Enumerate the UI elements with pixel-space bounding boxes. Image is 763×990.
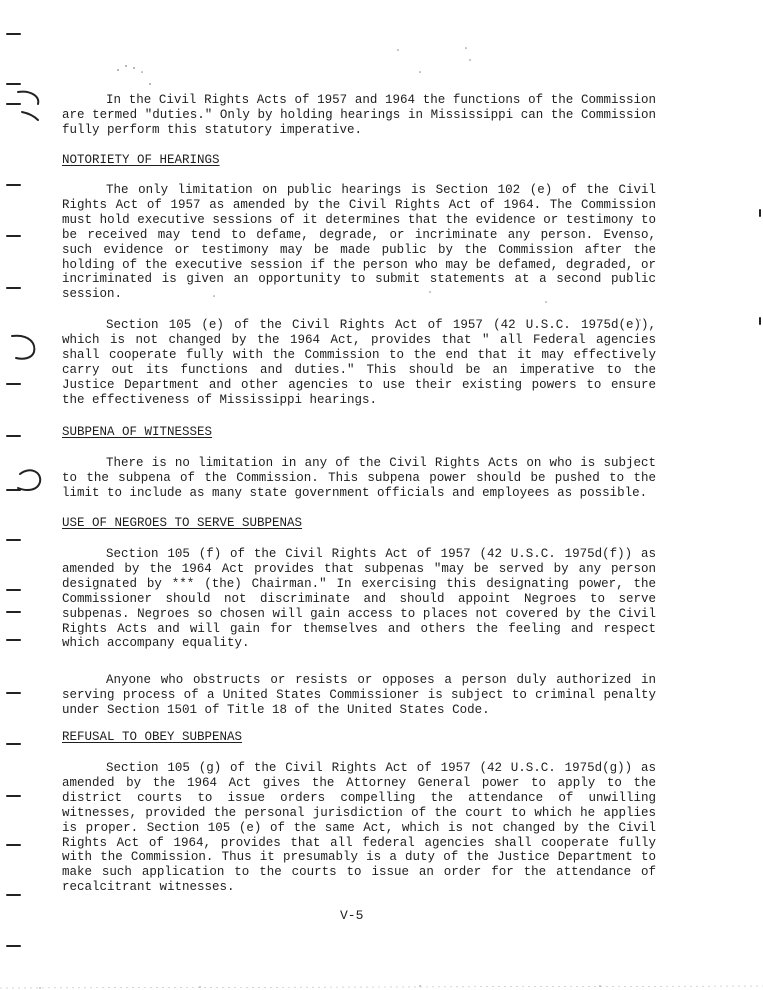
heading-subpena-of-witnesses: SUBPENA OF WITNESSES: [62, 425, 213, 439]
paragraph-public-hearings-limitation: The only limitation on public hearings is Section 102 (e) of the Civil Rights Act of 1957 as amended by the Civil Rights Act of 1964. The Commission must hold executive sessions of it determines that the evidence or testimony to be received may tend to defame, degrade, or incriminate any person. Evenso, such evidence or testimony may be made public by the Commission after the holding of the executive session if the person who may be defamed, degraded, or incriminated is given an opportunity to submit statements at a second public session.: [62, 183, 656, 302]
paragraph-subpena-power: There is no limitation in any of the Civil Rights Acts on who is subject to the subpena of the Commission. This subpena power should be pushed to the limit to include as many state government officials and employees as possible.: [62, 456, 656, 500]
heading-use-of-negroes: USE OF NEGROES TO SERVE SUBPENAS: [62, 516, 303, 530]
paragraph-section-105e: Section 105 (e) of the Civil Rights Act of 1957 (42 U.S.C. 1975d(e)), which is not changed by the 1964 Act, provides that " all Federal agencies shall cooperate fully with the Commission to the end that it may effectively carry out its functions and duties." This should be an imperative to the Justice Department and other agencies to use their existing powers to ensure the effectiveness of Mississippi hearings.: [62, 318, 656, 407]
paragraph-section-105f: Section 105 (f) of the Civil Rights Act of 1957 (42 U.S.C. 1975d(f)) as amended by the 1964 Act provides that subpenas "may be served by any person designated by *** (the) Chairman." In exercising this designating power, the Commissioner should not discriminate and should appoint Negroes to serve subpenas. Negroes so chosen will gain access to places not covered by the Civil Rights Acts and will gain for themselves and others the feeling and respect which accompany equality.: [62, 547, 656, 651]
page-number: V-5: [340, 908, 364, 923]
paragraph-obstruction-penalty: Anyone who obstructs or resists or opposes a person duly authorized in serving process of a United States Commissioner is subject to criminal penalty under Section 1501 of Title 18 of the United States Code.: [62, 673, 656, 717]
paragraph-section-105g: Section 105 (g) of the Civil Rights Act of 1957 (42 U.S.C. 1975d(g)) as amended by the 1964 Act gives the Attorney General power to apply to the district courts to issue orders compelling the attendance of unwilling witnesses, provided the personal jurisdiction of the court to which he applies is proper. Section 105 (e) of the same Act, which is not changed by the Civil Rights Act of 1964, provides that all federal agencies shall cooperate fully with the Commission. Thus it presumably is a duty of the Justice Department to make such application to the courts to issue an order for the attendance of recalcitrant witnesses.: [62, 761, 656, 895]
paragraph-commission-duties: In the Civil Rights Acts of 1957 and 1964 the functions of the Commission are termed "duties." Only by holding hearings in Mississippi can the Commission fully perform this statutory imperative.: [62, 93, 656, 137]
heading-refusal-to-obey-subpenas: REFUSAL TO OBEY SUBPENAS: [62, 730, 243, 744]
heading-notoriety-of-hearings: NOTORIETY OF HEARINGS: [62, 153, 220, 167]
